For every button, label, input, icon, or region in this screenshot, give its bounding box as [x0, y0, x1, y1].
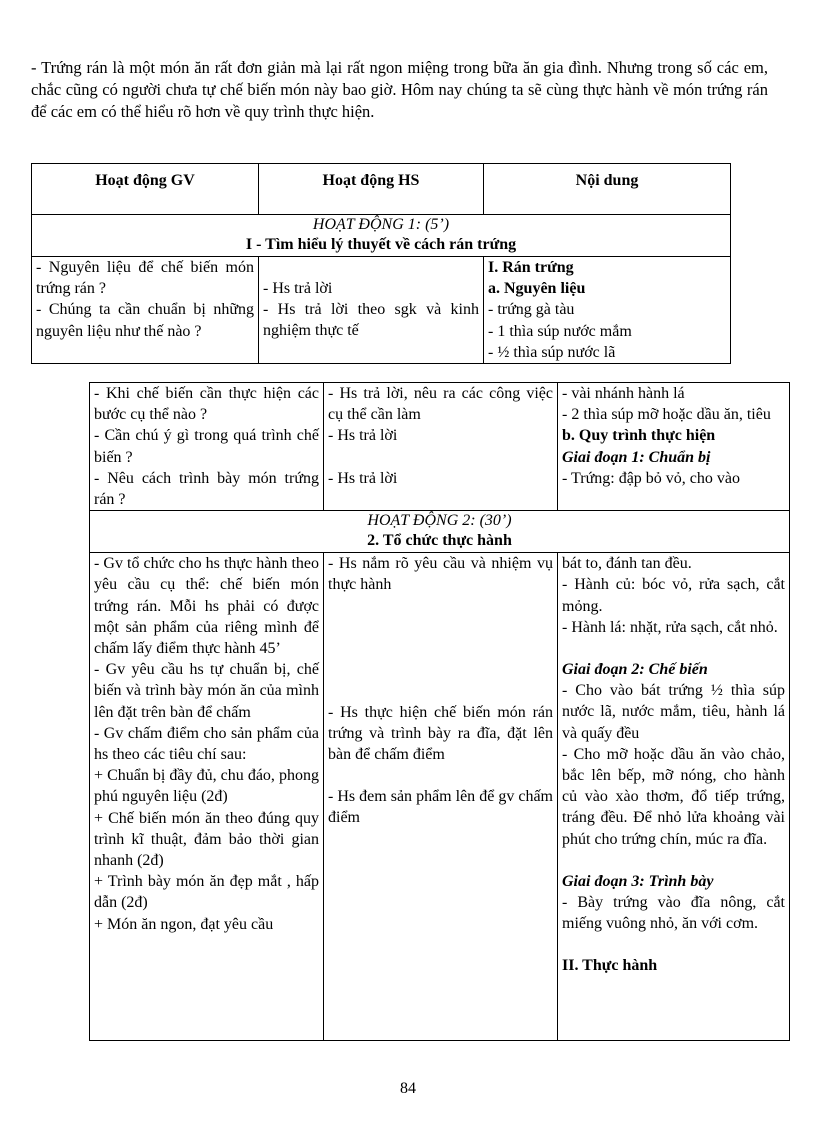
hs-item: - Hs nắm rõ yêu cầu và nhiệm vụ thực hành — [328, 555, 553, 594]
activity2-label: HOẠT ĐỘNG 2: (30’) — [367, 512, 512, 530]
nd-item: - vài nhánh hành lá — [562, 385, 685, 402]
gv-item: + Trình bày món ăn đẹp mắt , hấp dẫn (2đ) — [94, 873, 319, 912]
gv-item: - Chúng ta cần chuẩn bị những nguyên liệu như thế nào ? — [36, 301, 254, 340]
nd-item: - trứng gà tàu — [488, 301, 575, 319]
hs-cell — [324, 553, 558, 1041]
section-row — [90, 511, 790, 553]
nd-item: - Hành củ: bóc vỏ, rửa sạch, cắt mỏng. — [562, 576, 785, 615]
table-row — [90, 553, 790, 1041]
gv-item: - Gv chấm điểm cho sản phẩm của hs theo các tiêu chí sau: — [94, 724, 319, 764]
hs-item: - Hs thực hiện chế biến món rán trứng và trình bày ra đĩa, đặt lên bàn để chấm điểm — [328, 703, 553, 764]
gv-item: + Chuẩn bị đầy đủ, chu đáo, phong phú nguyên liệu (2đ) — [94, 767, 319, 806]
nd-cell — [558, 383, 790, 511]
nd-item: - Bày trứng vào đĩa nông, cắt miếng vuông nhỏ, ăn với cơm. — [562, 894, 785, 933]
nd-heading: I. Rán trứng — [488, 259, 574, 276]
activity1-title: I - Tìm hiểu lý thuyết về cách rán trứng — [245, 236, 517, 253]
hs-item: - Hs đem sản phẩm lên để gv chấm điểm — [328, 788, 553, 827]
header-hs: Hoạt động HS — [259, 164, 484, 215]
header-gv: Hoạt động GV — [32, 164, 259, 215]
hs-item: - Hs trả lời theo sgk và kinh nghiệm thực tế — [263, 301, 479, 340]
hs-item: - Hs trả lời — [263, 280, 333, 297]
activity-table-1 — [31, 163, 731, 364]
gv-cell — [90, 383, 324, 511]
section-row — [32, 215, 731, 257]
gv-item: - Nguyên liệu để chế biến món trứng rán ? — [36, 259, 254, 298]
gv-item: - Nêu cách trình bày món trứng rán ? — [94, 469, 319, 509]
gv-cell — [32, 257, 259, 364]
table-header-row — [32, 164, 731, 215]
nd-item: - 1 thìa súp nước mắm — [488, 322, 632, 340]
table-row — [32, 257, 731, 364]
page-number: 84 — [400, 1080, 416, 1097]
hs-item: - Hs trả lời — [328, 469, 398, 487]
nd-stage-3: Giai đoạn 3: Trình bày — [562, 872, 714, 890]
nd-item: bát to, đánh tan đều. — [562, 555, 692, 573]
hs-cell — [259, 257, 484, 364]
header-nd: Nội dung — [484, 164, 731, 215]
nd-item: - Trứng: đập bỏ vỏ, cho vào — [562, 469, 740, 487]
hs-item: - Hs trả lời — [328, 427, 398, 445]
activity2-heading — [90, 511, 790, 553]
activity1-label: HOẠT ĐỘNG 1: (5’) — [312, 216, 450, 233]
nd-heading: b. Quy trình thực hiện — [562, 427, 716, 445]
nd-stage-2: Giai đoạn 2: Chế biến — [562, 661, 708, 679]
table-row — [90, 383, 790, 511]
nd-stage-1: Giai đoạn 1: Chuẩn bị — [562, 448, 711, 466]
gv-item: + Món ăn ngon, đạt yêu cầu — [94, 915, 274, 933]
activity1-heading — [32, 215, 731, 257]
gv-cell — [90, 553, 324, 1041]
nd-cell — [558, 553, 790, 1041]
nd-item: - Cho vào bát trứng ½ thìa súp nước lã, nước mắm, tiêu, hành lá và quấy đều — [562, 682, 785, 742]
hs-cell — [324, 383, 558, 511]
nd-heading-2: II. Thực hành — [562, 957, 658, 975]
nd-item: - Cho mỡ hoặc dầu ăn vào chảo, bắc lên bếp, mỡ nóng, cho hành củ vào xào thơm, đổ tiếp trứng, tráng đều. Để nhỏ lửa khoảng vài phút cho trứng chín, múc ra đĩa. — [562, 745, 785, 848]
gv-item: - Cần chú ý gì trong quá trình chế biến ? — [94, 427, 319, 466]
gv-item: + Chế biến món ăn theo đúng quy trình kĩ thuật, đảm bảo thời gian nhanh (2đ) — [94, 809, 319, 870]
nd-subheading: a. Nguyên liệu — [488, 280, 586, 298]
gv-item: - Gv tổ chức cho hs thực hành theo yêu cầu cụ thể: chế biến món trứng rán. Mỗi hs phải có được một sản phẩm của riêng mình để chấm lấy điểm thực hành 45’ — [94, 555, 319, 658]
gv-item: - Khi chế biến cần thực hiện các bước cụ thể nào ? — [94, 385, 319, 424]
activity-table-2 — [89, 382, 790, 1041]
nd-item: - ½ thìa súp nước lã — [488, 343, 616, 361]
gv-item: - Gv yêu cầu hs tự chuẩn bị, chế biến và trình bày món ăn của mình lên đặt trên bàn để chấm — [94, 661, 319, 721]
nd-item: - Hành lá: nhặt, rửa sạch, cắt nhỏ. — [562, 618, 778, 636]
nd-cell — [484, 257, 731, 364]
hs-item: - Hs trả lời, nêu ra các công việc cụ thể cần làm — [328, 385, 553, 424]
activity2-title: 2. Tổ chức thực hành — [367, 532, 512, 550]
nd-item: - 2 thìa súp mỡ hoặc dầu ăn, tiêu — [562, 406, 771, 424]
intro-paragraph: - Trứng rán là một món ăn rất đơn giản mà lại rất ngon miệng trong bữa ăn gia đình. Nhưng trong số các em, chắc cũng có người chưa tự chế biến món này bao giờ. Hôm nay chúng ta sẽ cùng thực hành về món trứng rán để các em có thể hiểu rõ hơn về quy trình thực hiện. — [31, 58, 768, 121]
